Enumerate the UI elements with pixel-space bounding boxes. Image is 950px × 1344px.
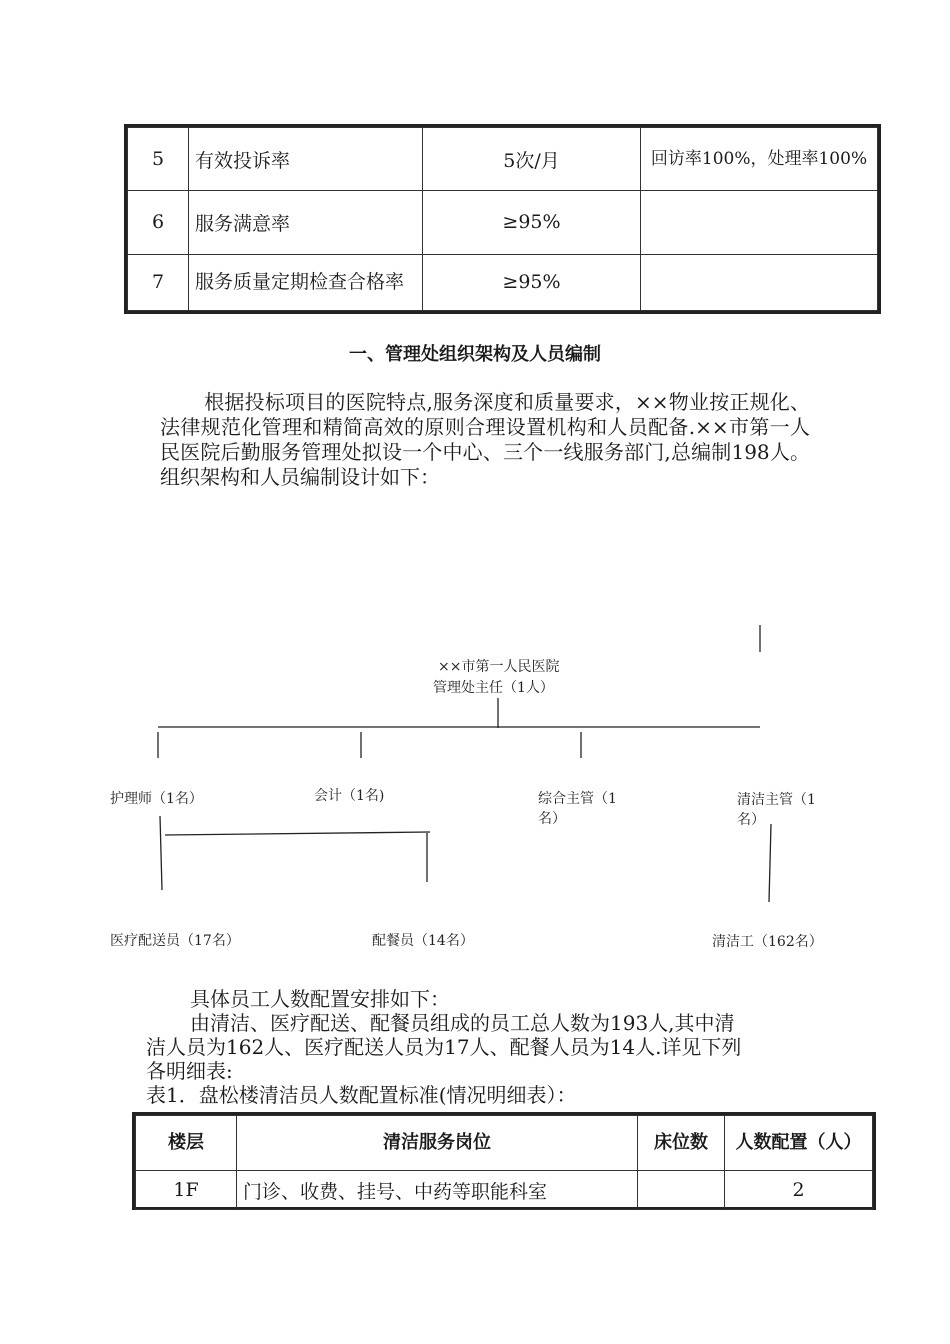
org-node-general-manager: 综合主管（1名） [538, 791, 617, 827]
cleaning-staff-table [132, 1112, 876, 1210]
target-value: ≥95% [423, 191, 641, 254]
header-beds: 床位数 [638, 1116, 725, 1171]
row-number: 7 [128, 254, 189, 311]
staffing-line: 具体员工人数配置安排如下： [190, 987, 450, 1011]
table-row [136, 1171, 873, 1210]
table-header-row [136, 1116, 873, 1171]
org-node-medical-delivery: 医疗配送员（17名） [110, 933, 240, 949]
org-node-accountant: 会计（1名) [314, 788, 385, 804]
org-node-nurse: 护理师（1名） [110, 791, 203, 807]
row-number: 5 [128, 128, 189, 191]
org-root-line2: 管理处主任（1人） [433, 680, 554, 696]
staff-cell: 2 [725, 1171, 873, 1210]
target-value: ≥95% [423, 254, 641, 311]
header-post: 清洁服务岗位 [237, 1116, 638, 1171]
note-cell: 回访率100%，处理率100% [641, 128, 878, 191]
org-node-meal-staff: 配餐员（14名） [372, 933, 474, 949]
intro-text: 根据投标项目的医院特点,服务深度和质量要求，××物业按正规化、法律规范化管理和精简高效的原则合理设置机构和人员配备.××市第一人民医院后勤服务管理处拟设一个中心、三个一线服务部门,总编制198人。组织架构和人员编制设计如下： [160, 390, 810, 489]
post-cell: 门诊、收费、挂号、中药等职能科室 [237, 1171, 638, 1210]
item-name: 有效投诉率 [189, 128, 423, 191]
item-name: 服务满意率 [189, 191, 423, 254]
item-name: 服务质量定期检查合格率 [189, 254, 423, 311]
staffing-line: 各明细表: [146, 1059, 233, 1083]
org-node-cleaner: 清洁工（162名） [712, 934, 823, 950]
target-value: 5次/月 [423, 128, 641, 191]
table-caption: 表1．盘松楼清洁员人数配置标准(情况明细表）： [146, 1083, 577, 1107]
floor-cell: 1F [136, 1171, 237, 1210]
staffing-line: 洁人员为162人、医疗配送人员为17人、配餐人员为14人.详见下列 [146, 1035, 742, 1059]
org-node-cleaning-manager: 清洁主管（1名） [737, 792, 816, 828]
header-floor: 楼层 [136, 1116, 237, 1171]
row-number: 6 [128, 191, 189, 254]
org-root-line1: ××市第一人民医院 [438, 659, 560, 675]
staffing-line: 由清洁、医疗配送、配餐员组成的员工总人数为193人,其中清 [190, 1011, 735, 1035]
header-staff: 人数配置（人） [725, 1116, 873, 1171]
staffing-text [146, 987, 806, 1107]
beds-cell [638, 1171, 725, 1210]
section-heading: 一、管理处组织架构及人员编制 [349, 344, 601, 365]
